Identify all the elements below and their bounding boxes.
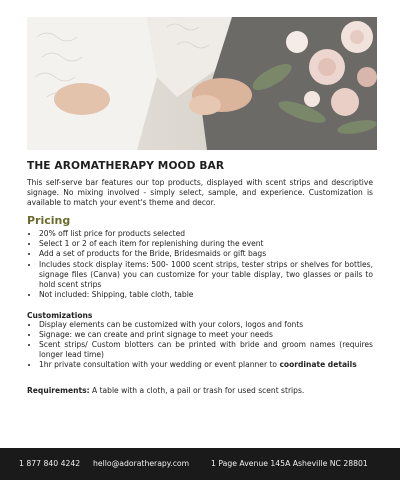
main-content — [27, 160, 373, 396]
wedding-hands-bouquet-image — [27, 17, 377, 150]
footer-phone[interactable]: 1 877 840 4242 — [19, 459, 81, 468]
list-item: • Select 1 or 2 of each item for replenishing during the event — [39, 239, 373, 249]
list-item — [39, 360, 373, 370]
customizations-list — [27, 320, 373, 370]
pricing-list — [27, 229, 373, 300]
requirements-label: Requirements: — [27, 386, 90, 396]
footer-address: 1 Page Avenue 145A Asheville NC 28801 — [211, 459, 368, 468]
pricing-heading: Pricing — [27, 214, 71, 228]
consultation-text: 1hr private consultation with your wedding or event planner to — [39, 360, 280, 370]
hero-photo — [27, 17, 377, 150]
footer-email[interactable]: hello@adoratherapy.com — [93, 459, 190, 468]
list-item: • Scent strips/ Custom blotters can be printed with bride and groom names (requires longer lead time) — [39, 340, 373, 360]
requirements-text: A table with a cloth, a pail or trash for used scent strips. — [89, 386, 305, 396]
list-item: • Add a set of products for the Bride, Bridesmaids or gift bags — [39, 249, 373, 259]
list-item: • Signage: we can create and print signage to meet your needs — [39, 330, 373, 340]
list-item: • Includes stock display items: 500- 1000 scent strips, tester strips or shelves for bottles, signage files (Canva) you can customize for your table display, two glasses or pails to hold scent strips — [39, 260, 373, 290]
intro-paragraph: This self-serve bar features our top products, displayed with scent strips and descriptive signage. No mixing involved - simply select, sample, and experience. Customization is available to match your event's theme and decor. — [27, 178, 373, 208]
list-item: • Display elements can be customized with your colors, logos and fonts — [39, 320, 373, 330]
customizations-heading: Customizations — [27, 310, 93, 320]
list-item: • Not included: Shipping, table cloth, table — [39, 290, 373, 300]
page-title: THE AROMATHERAPY MOOD BAR — [27, 160, 225, 172]
requirements — [27, 386, 373, 396]
consultation-bold-text: coordinate details — [279, 360, 357, 370]
footer-bar — [0, 448, 400, 480]
list-item: • 20% off list price for products selected — [39, 229, 373, 239]
